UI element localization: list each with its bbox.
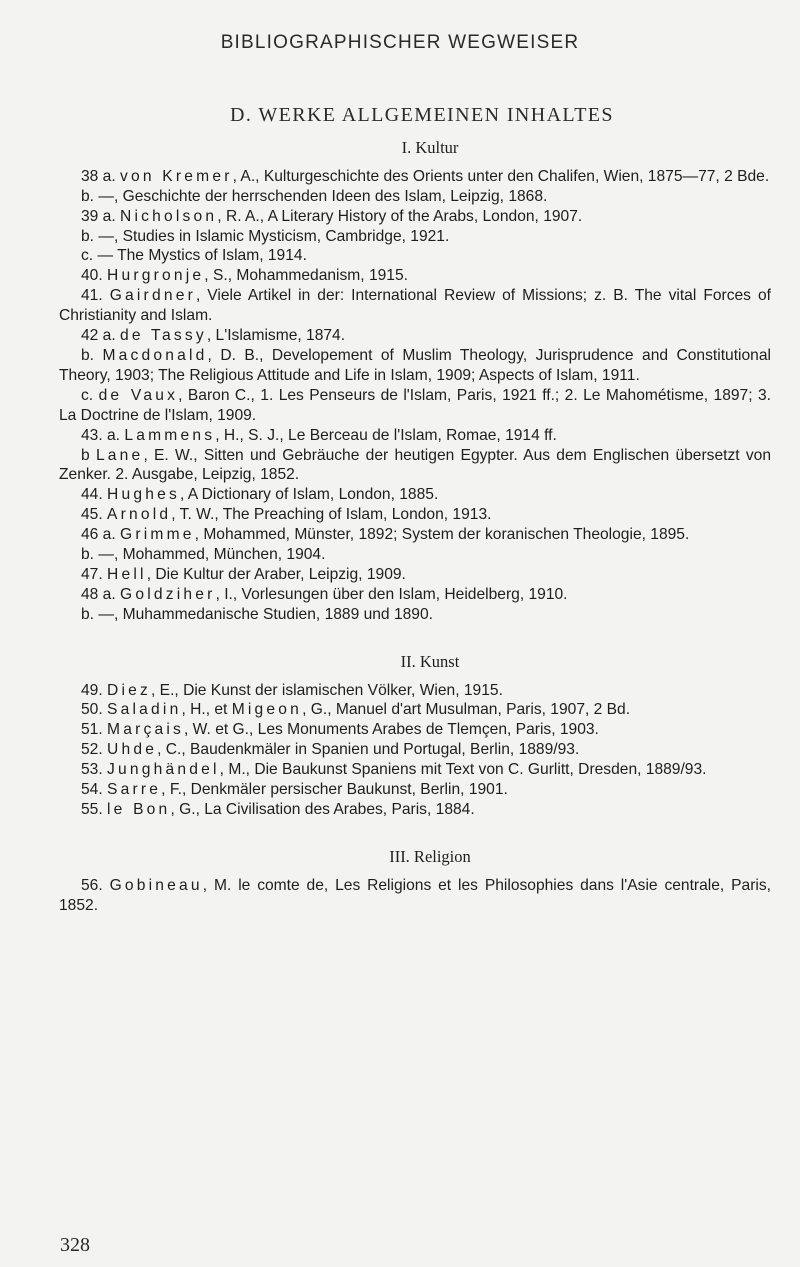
section-title: D. WERKE ALLGEMEINEN INHALTES [230,104,614,126]
entry-author: Gobineau [109,876,203,894]
entry-text: , A., Kulturgeschichte des Orients unter den Chalifen, Wien, 1875—77, 2 Bde. [232,167,770,185]
entry-number: c. [81,386,99,404]
bibliography-entry [59,545,771,565]
entry-text: , Mohammed, Münster, 1892; System der koranischen Theologie, 1895. [194,526,690,544]
entry-text: —, Mohammed, München, 1904. [98,546,326,564]
bibliography-entry [59,346,771,386]
entry-number: 41. [81,287,110,305]
entry-number: 55. [81,801,108,818]
bibliography-entry [59,207,771,227]
entry-author: Gairdner [109,287,196,305]
entry-number: 50. [81,701,108,719]
entry-author: Junghändel [107,761,220,779]
bibliography-entry [59,760,771,780]
entry-author: le Bon [107,801,171,818]
entry-number: 40. [81,267,108,285]
page-number: 328 [60,1234,90,1256]
entry-number: b. [81,227,99,245]
entry-text: , Die Kultur der Araber, Leipzig, 1909. [146,565,406,583]
entry-text: , M. le comte de, Les Religions et les Philosophies dans l'Asie centrale, Paris, 1852. [59,876,771,914]
entry-text: —, Muhammedanische Studien, 1889 und 1890. [98,605,433,623]
entry-text: , I., Vorlesungen über den Islam, Heidelberg, 1910. [215,585,568,603]
entry-author: Migeon [231,701,303,719]
entry-number: 45. [81,506,108,524]
entry-text: , G., Manuel d'art Musulman, Paris, 1907, 2 Bd. [302,701,631,719]
entry-author: Arnold [107,506,172,524]
entry-number: b. [81,187,99,205]
entry-author: Nicholson [120,207,218,225]
entry-author: Saladin [107,701,182,719]
entry-number: 51. [81,721,108,739]
entry-number: b. [81,605,99,623]
entry-author: Hughes [107,486,180,504]
entry-number: b. [81,346,103,364]
text-block [59,106,771,916]
bibliography-entry [59,286,771,326]
entry-text: —, Geschichte der herrschenden Ideen des Islam, Leipzig, 1868. [98,187,548,205]
bibliography-entry [59,505,771,525]
entry-text: , G., La Civilisation des Arabes, Paris, 1884. [170,801,475,818]
subsection-title-kultur: I. Kultur [401,137,459,157]
bibliography-entry [59,525,771,545]
entry-text: , Viele Artikel in der: International Review of Missions; z. B. The vital Forces of Christianity and Islam. [59,287,771,325]
running-header: BIBLIOGRAPHISCHER WEGWEISER [220,32,580,53]
entry-number: 43. a. [81,426,125,444]
entry-author: Sarre [107,781,162,799]
entry-text: , E. W., Sitten und Gebräuche der heutigen Egypter. Aus dem Englischen übersetzt von Zenker. 2. Ausgabe, Leipzig, 1852. [59,446,771,484]
bibliography-entry [59,167,771,187]
entry-number: 39 a. [81,207,121,225]
entry-author: Goldziher [120,585,216,603]
entry-number: c. [81,247,98,265]
entry-author: Hurgronje [107,267,205,285]
entry-number: 54. [81,781,108,799]
entry-author: de Vaux [98,386,179,404]
entry-number: 52. [81,741,108,759]
bibliography-entry [59,266,771,286]
entry-author: Diez [107,681,152,699]
entry-text: , A Dictionary of Islam, London, 1885. [179,486,439,504]
entry-author: Lammens [124,426,216,444]
bibliography-entry [59,426,771,446]
bibliography-entry [59,386,771,426]
entry-author: Hell [107,565,147,583]
entry-number: 53. [81,761,108,779]
entry-text: , D. B., Developement of Muslim Theology, Jurisprudence and Constitutional Theory, 1903; The Religious Attitude and Life in Islam, 1909; Aspects of Islam, 1911. [59,346,771,384]
bibliography-entry [59,800,771,820]
bibliography-entry [59,326,771,346]
bibliography-entry [59,876,771,916]
entry-number: b. [81,546,99,564]
bibliography-entry [59,446,771,486]
bibliography-entry [59,780,771,800]
entry-number: 46 a. [81,526,121,544]
bibliography-list-religion [59,876,771,916]
entry-text: , R. A., A Literary History of the Arabs, London, 1907. [217,207,583,225]
subsection-title-religion: III. Religion [389,846,471,866]
entry-author: Macdonald [102,346,208,364]
entry-text: , S., Mohammedanism, 1915. [204,267,408,285]
entry-text: —, Studies in Islamic Mysticism, Cambridge, 1921. [98,227,450,245]
bibliography-entry [59,700,771,720]
entry-text: , M., Die Baukunst Spaniens mit Text von C. Gurlitt, Dresden, 1889/93. [219,761,707,779]
bibliography-entry [59,227,771,247]
entry-author: Marçais [107,721,185,739]
entry-text: , Baron C., 1. Les Penseurs de l'Islam, Paris, 1921 ff.; 2. Le Mahométisme, 1897; 3. La Doctrine de l'Islam, 1909. [59,386,771,424]
entry-number: b [81,446,96,464]
entry-author: von Kremer [120,167,233,185]
subsection-title-kunst: II. Kunst [400,651,460,671]
bibliography-entry [59,246,771,266]
bibliography-list-kultur [59,167,771,625]
entry-text: , L'Islamisme, 1874. [206,327,346,345]
entry-author: Uhde [107,741,158,759]
entry-number: 44. [81,486,108,504]
entry-text: — The Mystics of Islam, 1914. [97,247,307,265]
entry-author: Lane [95,446,144,464]
entry-text: , C., Baudenkmäler in Spanien und Portugal, Berlin, 1889/93. [157,741,580,759]
bibliography-entry [59,720,771,740]
entry-text: , E., Die Kunst der islamischen Völker, Wien, 1915. [151,681,503,699]
entry-text: , W. et G., Les Monuments Arabes de Tlemçen, Paris, 1903. [184,721,599,739]
bibliography-entry [59,485,771,505]
bibliography-entry [59,585,771,605]
entry-text: , H., et [181,701,232,719]
bibliography-entry [59,740,771,760]
entry-text: , T. W., The Preaching of Islam, London, 1913. [171,506,492,524]
entry-number: 48 a. [81,585,121,603]
bibliography-entry [59,681,771,701]
bibliography-entry [59,565,771,585]
entry-author: de Tassy [120,327,207,345]
entry-text: , H., S. J., Le Berceau de l'Islam, Romae, 1914 ff. [215,426,557,444]
entry-number: 47. [81,565,108,583]
entry-number: 38 a. [81,167,121,185]
bibliography-entry [59,605,771,625]
entry-number: 56. [81,876,110,894]
entry-text: , F., Denkmäler persischer Baukunst, Berlin, 1901. [161,781,508,799]
entry-number: 42 a. [81,327,121,345]
bibliography-list-kunst [59,681,771,820]
bibliography-entry [59,187,771,207]
entry-author: Grimme [120,526,195,544]
entry-number: 49. [81,681,108,699]
